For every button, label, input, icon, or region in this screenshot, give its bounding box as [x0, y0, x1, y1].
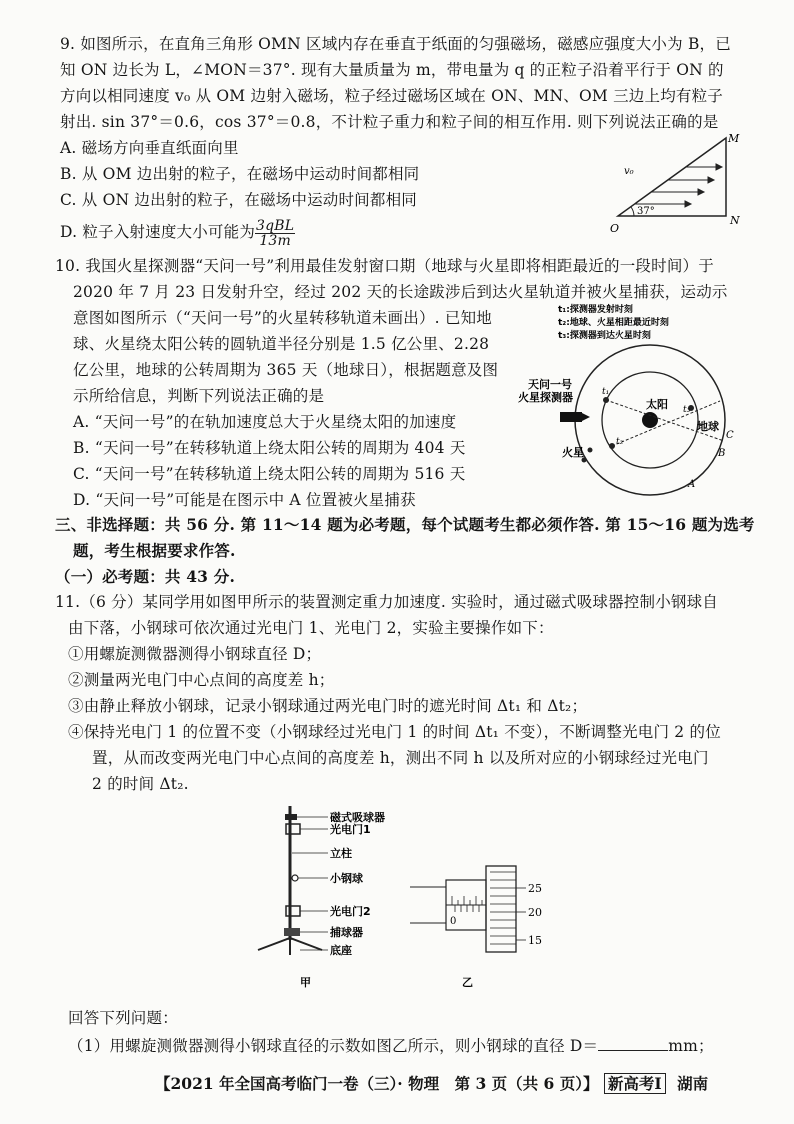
label-n: N — [730, 214, 740, 227]
q9-line4: 射出. sin 37°＝0.6，cos 37°＝0.8，不计粒子重力和粒子间的相互作用. 则下列说法正确的是 — [60, 113, 719, 131]
section-line1: 三、非选择题：共 56 分. 第 11～14 题为必考题，每个试题考生都必须作答. 第 15～16 题为选考 — [55, 515, 755, 534]
label-base: 底座 — [330, 944, 352, 957]
mars-t1-dot — [588, 448, 593, 453]
q10-option-a: A. “天问一号”的在轨加速度总大于火星绕太阳的加速度 — [73, 413, 457, 431]
q10-orbit-figure — [500, 300, 760, 500]
thimble-ticks — [490, 872, 526, 944]
angle-arc — [631, 207, 634, 216]
tick-20: 20 — [528, 906, 542, 919]
q11-part1 — [68, 1032, 714, 1061]
label-gate2: 光电门2 — [330, 905, 371, 918]
q11-answer-intro: 回答下列问题： — [68, 1009, 178, 1027]
thimble — [486, 866, 516, 952]
earth-t2-dot — [609, 443, 615, 449]
footer-box: 新高考Ⅰ — [604, 1073, 666, 1094]
q11-step4c: 2 的时间 Δt₂. — [92, 775, 189, 793]
velocity-arrows — [635, 164, 722, 207]
q11-step3: ③由静止释放小钢球，记录小钢球通过两光电门时的遮光时间 Δt₁ 和 Δt₂； — [68, 697, 588, 715]
point-c-label: C — [726, 430, 734, 441]
probe-arrow-icon — [582, 413, 590, 421]
q10-option-b: B. “天问一号”在转移轨道上绕太阳公转的周期为 404 天 — [73, 439, 466, 457]
mars-label: 火星 — [562, 446, 584, 459]
label-angle: 37° — [637, 206, 655, 217]
q9-option-d — [60, 218, 295, 248]
q9-option-b: B. 从 OM 边出射的粒子，在磁场中运动时间都相同 — [60, 165, 420, 183]
q9-line3: 方向以相同速度 v₀ 从 OM 边射入磁场，粒子经过磁场区域在 ON、MN、OM 三边上均有粒子 — [60, 87, 723, 105]
point-a-label: A — [688, 479, 696, 490]
q10-line4: 球、火星绕太阳公转的圆轨道半径分别是 1.5 亿公里、2.28 — [73, 335, 490, 353]
caption-yi: 乙 — [462, 976, 473, 989]
steel-ball — [292, 875, 298, 881]
page-footer — [155, 1072, 708, 1094]
q10-option-d: D. “天问一号”可能是在图示中 A 位置被火星捕获 — [73, 491, 416, 509]
tick-15: 15 — [528, 934, 542, 947]
q10-line2: 2020 年 7 月 23 日发射升空，经过 202 天的长途跋涉后到达火星轨道并被火星捕获，运动示 — [73, 283, 728, 301]
label-gate1: 光电门1 — [330, 823, 371, 836]
section-line2: 题，考生根据要求作答. — [73, 541, 236, 560]
q9-line1: 9. 如图所示，在直角三角形 OMN 区域内存在垂直于纸面的匀强磁场，磁感应强度大小为 B，已 — [60, 35, 731, 53]
t1-label: t₁ — [602, 387, 610, 397]
probe-label-2: 火星探测器 — [518, 391, 573, 404]
t3-label: t₃ — [683, 405, 691, 415]
label-magnet: 磁式吸球器 — [330, 811, 385, 824]
catcher — [284, 928, 300, 936]
q11-step1: ①用螺旋测微器测得小钢球直径 D； — [68, 645, 322, 663]
q9-option-c: C. 从 ON 边出射的粒子，在磁场中运动时间都相同 — [60, 191, 417, 209]
apparatus-figure — [250, 800, 400, 990]
probe-icon — [560, 412, 582, 422]
section-sub: （一）必考题：共 43 分. — [55, 567, 236, 586]
earth-t1-dot — [603, 397, 609, 403]
gate1-box — [286, 824, 300, 834]
label-o: O — [610, 222, 620, 235]
caption-jia: 甲 — [300, 976, 311, 989]
q11-line2: 由下落，小钢球可依次通过光电门 1、光电门 2，实验主要操作如下： — [68, 619, 554, 637]
q9-option-a: A. 磁场方向垂直纸面向里 — [60, 139, 239, 157]
q11-part1-text: （1）用螺旋测微器测得小钢球直径的示数如图乙所示，则小钢球的直径 D＝ — [68, 1037, 599, 1055]
legend-t2: t₂:地球、火星相距最近时刻 — [558, 318, 669, 328]
q9-frac-den: 13m — [259, 232, 292, 249]
q9-line2: 知 ON 边长为 L，∠MON＝37°. 现有大量质量为 m，带电量为 q 的正粒子沿着平行于 ON 的 — [60, 61, 724, 79]
legend-t3: t₃:探测器到达火星时刻 — [558, 331, 651, 341]
q10-line3: 意图如图所示（“天问一号”的火星转移轨道未画出）. 已知地 — [73, 309, 493, 327]
label-v0: v₀ — [624, 166, 634, 177]
q11-step4a: ④保持光电门 1 的位置不变（小钢球经过光电门 1 的时间 Δt₁ 不变），不断调整光电门 2 的位 — [68, 723, 721, 741]
q10-line1: 10. 我国火星探测器“天问一号”利用最佳发射窗口期（地球与火星即将相距最近的一段时间）于 — [55, 257, 714, 275]
t2-label: t₂ — [616, 437, 624, 447]
label-ball: 小钢球 — [330, 872, 363, 885]
footer-left: 【2021 年全国高考临门一卷（三）· 物理 第 3 页（共 6 页）】 — [155, 1074, 599, 1093]
gate2-box — [286, 906, 300, 916]
q10-line5: 亿公里，地球的公转周期为 365 天（地球日），根据题意及图 — [73, 361, 499, 379]
sun-label: 太阳 — [646, 398, 668, 411]
q9-triangle-figure — [590, 128, 750, 238]
micrometer-figure — [400, 860, 560, 990]
q11-line1: 11.（6 分）某同学用如图甲所示的装置测定重力加速度. 实验时，通过磁式吸球器控制小钢球自 — [55, 593, 718, 611]
point-b-label: B — [718, 448, 726, 459]
legend-t1: t₁:探测器发射时刻 — [558, 305, 633, 315]
q10-line6: 示所给信息，判断下列说法正确的是 — [73, 387, 325, 405]
q9-frac-num: 3qBL — [256, 217, 295, 234]
sleeve-ticks — [452, 896, 482, 912]
q10-option-c: C. “天问一号”在转移轨道上绕太阳公转的周期为 516 天 — [73, 465, 466, 483]
footer-right: 湖南 — [677, 1074, 709, 1093]
label-catcher: 捕球器 — [330, 926, 363, 939]
q9-option-d-fraction — [255, 219, 295, 248]
label-pillar: 立柱 — [330, 847, 352, 860]
answer-blank-d[interactable] — [598, 1036, 668, 1051]
magnet-holder — [285, 814, 297, 820]
earth-label: 地球 — [697, 420, 719, 433]
sun-body — [642, 412, 658, 428]
tick-25: 25 — [528, 882, 542, 895]
sleeve-zero: 0 — [450, 916, 457, 927]
q11-step2: ②测量两光电门中心点间的高度差 h； — [68, 671, 335, 689]
q11-step4b: 置，从而改变两光电门中心点间的高度差 h，测出不同 h 以及所对应的小钢球经过光电门 — [92, 749, 709, 767]
probe-label-1: 天问一号 — [528, 378, 572, 391]
label-m: M — [728, 132, 740, 145]
q11-part1-unit: mm； — [668, 1037, 714, 1055]
q9-option-d-prefix: D. 粒子入射速度大小可能为 — [60, 223, 256, 241]
